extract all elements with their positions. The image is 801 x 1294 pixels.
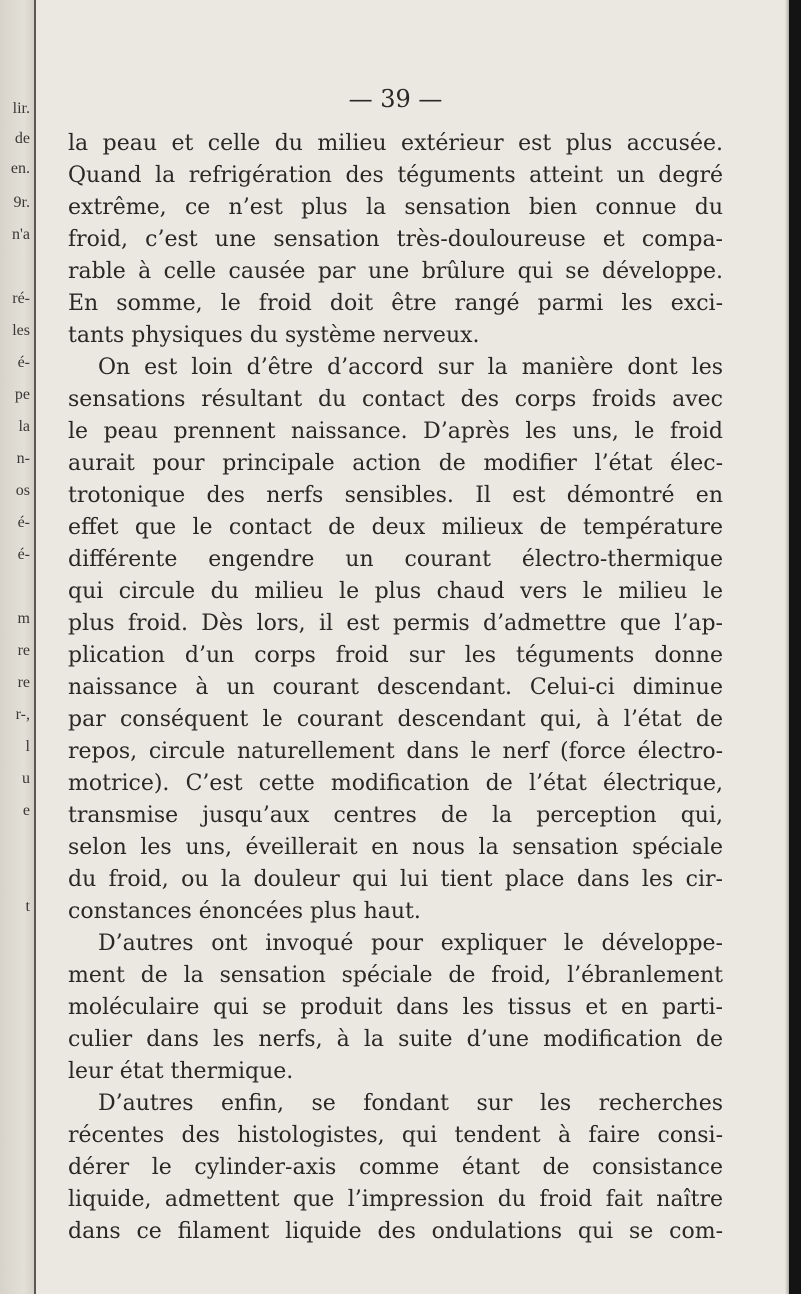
margin-fragment: e bbox=[22, 802, 30, 819]
margin-fragment: en. bbox=[10, 160, 30, 177]
margin-fragment: é- bbox=[17, 546, 30, 563]
margin-fragment: de bbox=[14, 130, 30, 147]
margin-fragment: t bbox=[25, 898, 30, 915]
margin-fragment: la bbox=[18, 418, 30, 435]
text-line: ment de la sensation spéciale de froid, l’ébranlement bbox=[68, 963, 723, 988]
text-line: dans ce filament liquide des ondulations qui se com- bbox=[68, 1219, 723, 1244]
body-text bbox=[68, 128, 723, 1248]
text-line: qui circule du milieu le plus chaud vers le milieu le bbox=[68, 579, 723, 604]
text-line: selon les uns, éveillerait en nous la sensation spéciale bbox=[68, 835, 723, 860]
text-line: sensations résultant du contact des corps froids avec bbox=[68, 387, 723, 412]
text-line: dérer le cylinder-axis comme étant de consistance bbox=[68, 1155, 723, 1180]
text-line: plication d’un corps froid sur les téguments donne bbox=[68, 643, 723, 668]
text-line: froid, c’est une sensation très-douloureuse et compa- bbox=[68, 227, 723, 252]
margin-fragment: 9r. bbox=[13, 194, 30, 211]
margin-fragment: r-, bbox=[15, 706, 30, 723]
margin-fragment: re bbox=[17, 674, 30, 691]
text-line: différente engendre un courant électro-thermique bbox=[68, 547, 723, 572]
text-line: la peau et celle du milieu extérieur est plus accusée. bbox=[68, 131, 723, 156]
margin-fragment: n'a bbox=[12, 226, 30, 243]
text-line: rable à celle causée par une brûlure qui se développe. bbox=[68, 259, 723, 284]
text-line: du froid, ou la douleur qui lui tient place dans les cir- bbox=[68, 867, 723, 892]
text-line: plus froid. Dès lors, il est permis d’admettre que l’ap- bbox=[68, 611, 723, 636]
margin-fragment: é- bbox=[17, 354, 30, 371]
text-line: trotonique des nerfs sensibles. Il est démontré en bbox=[68, 483, 723, 508]
text-line: récentes des histologistes, qui tendent à faire consi- bbox=[68, 1123, 723, 1148]
margin-fragment: u bbox=[22, 770, 30, 787]
margin-fragment: l bbox=[25, 738, 30, 755]
margin-fragment: pe bbox=[14, 386, 30, 403]
text-line: D’autres enfin, se fondant sur les recherches bbox=[98, 1091, 723, 1116]
margin-fragment: os bbox=[15, 482, 30, 499]
text-line: leur état thermique. bbox=[68, 1059, 294, 1084]
text-line: par conséquent le courant descendant qui, à l’état de bbox=[68, 707, 723, 732]
text-line: aurait pour principale action de modifier l’état élec- bbox=[68, 451, 723, 476]
text-line: naissance à un courant descendant. Celui-ci diminue bbox=[68, 675, 723, 700]
text-line: D’autres ont invoqué pour expliquer le développe- bbox=[98, 931, 723, 956]
text-line: transmise jusqu’aux centres de la perception qui, bbox=[68, 803, 723, 828]
margin-fragment: les bbox=[12, 322, 30, 339]
text-line: Quand la refrigération des téguments atteint un degré bbox=[68, 163, 723, 188]
text-line: On est loin d’être d’accord sur la manière dont les bbox=[98, 355, 723, 380]
margin-fragment: lir. bbox=[12, 100, 30, 117]
text-line: effet que le contact de deux milieux de température bbox=[68, 515, 723, 540]
margin-fragment: re bbox=[17, 642, 30, 659]
text-line: moléculaire qui se produit dans les tissus et en parti- bbox=[68, 995, 723, 1020]
margin-fragment: ré- bbox=[12, 290, 30, 307]
binding-edge bbox=[789, 0, 801, 1294]
text-line: tants physiques du système nerveux. bbox=[68, 323, 480, 348]
text-line: extrême, ce n’est plus la sensation bien connue du bbox=[68, 195, 723, 220]
text-line: motrice). C’est cette modification de l’état électrique, bbox=[68, 771, 723, 796]
margin-fragment: n- bbox=[16, 450, 30, 467]
text-line: constances énoncées plus haut. bbox=[68, 899, 421, 924]
text-line: repos, circule naturellement dans le nerf (force électro- bbox=[68, 739, 723, 764]
margin-fragment: m bbox=[17, 610, 30, 627]
page-number: — 39 — bbox=[348, 85, 443, 113]
gutter-line bbox=[34, 0, 36, 1294]
text-line: culier dans les nerfs, à la suite d’une modification de bbox=[68, 1027, 723, 1052]
text-line: En somme, le froid doit être rangé parmi les exci- bbox=[68, 291, 723, 316]
margin-fragment: é- bbox=[17, 514, 30, 531]
facing-page-margin bbox=[0, 0, 34, 1294]
text-line: liquide, admettent que l’impression du froid fait naître bbox=[68, 1187, 723, 1212]
text-line: le peau prennent naissance. D’après les uns, le froid bbox=[68, 419, 723, 444]
